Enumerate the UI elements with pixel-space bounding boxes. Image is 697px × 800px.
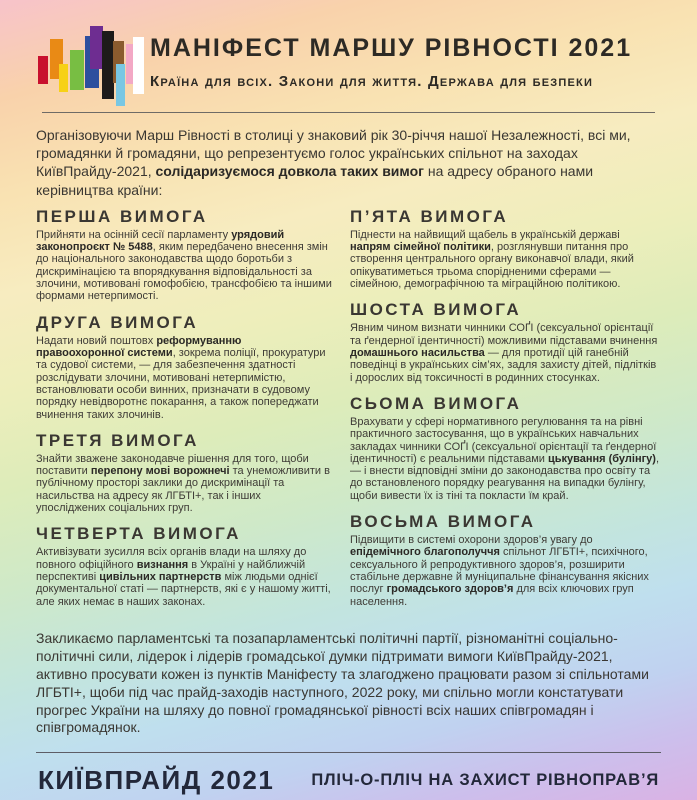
demand-heading: ВОСЬМА ВИМОГА xyxy=(350,512,536,532)
demand-section xyxy=(350,300,661,384)
demand-section xyxy=(36,431,332,515)
closing-paragraph: Закликаємо парламентські та позапарламентські політичні партії, різноманітні соціально-політичні сили, лідерок і лідерів громадської думки підтримати вимоги КиївПрайду-2021, активно просувати кожен із пунктів Маніфесту та злагоджено працювати разом зі спільнотами ЛГБТІ+, щоби під час прайд-заходів наступного, 2022 року, ми спільно могли констатувати прогрес України на шляху до повної громадянської рівності всіх наших співгромадян і співгромадянок. xyxy=(36,629,649,736)
kyivpride-wordmark: КИЇВПРАЙД 2021 xyxy=(38,765,275,796)
demand-heading: ТРЕТЯ ВИМОГА xyxy=(36,430,199,450)
demands-column-right xyxy=(350,207,661,618)
demand-body: Знайти зважене законодавче рішення для того, щоби поставити перепону мові ворожнечі та унеможливити в публічному просторі заклики до дискримінації та насильства на адресу як ЛГБТІ+, так і інших упосліджених соціальних груп. xyxy=(36,452,330,515)
demand-section xyxy=(36,524,332,608)
footer-slogan: ПЛІЧ-О-ПЛІЧ НА ЗАХИСТ РІВНОПРАВ’Я xyxy=(311,771,659,790)
poster-header xyxy=(0,0,697,112)
demand-section xyxy=(350,207,661,291)
demands-grid xyxy=(0,207,697,618)
logo-bar xyxy=(116,64,125,106)
demand-body: Піднести на найвищий щабель в українській державі напрям сімейної політики, розглянувши питання про створення центрального органу виконавчої влади, який опікуватиметься трьома спорідненими сферами — сімейною, демографічною та міграційною політикою. xyxy=(350,228,634,290)
kyivpride-logo xyxy=(36,26,144,112)
demand-body: Надати новий поштовх реформуванню правоохоронної системи, зокрема поліції, прокуратури та судової системи, — для забезпечення здатності розслідувати злочини, мотивовані нетерпимістю, встановлювати особи винних, призначати в судовому порядку невідворотнє покарання, а також попереджати вчинення таких злочинів. xyxy=(36,334,326,421)
demand-body: Прийняти на осінній сесії парламенту урядовий законопроєкт № 5488, яким передбачено внесення змін до національного законодавства щодо боротьби з дискримінацією та впорядкування відповідальності за злочини, мотивовані гомофобією, трансфобією та іншими формами нетерпимості. xyxy=(36,228,332,303)
demand-section xyxy=(350,394,661,502)
poster-subtitle: Країна для всіх. Закони для життя. Держава для безпеки xyxy=(150,73,594,90)
poster-title: МАНІФЕСТ МАРШУ РІВНОСТІ 2021 xyxy=(150,34,633,62)
demand-heading: ЧЕТВЕРТА ВИМОГА xyxy=(36,524,241,544)
demand-heading: ШОСТА ВИМОГА xyxy=(350,300,522,320)
demand-body: Активізувати зусилля всіх органів влади на шляху до повного офіційного визнання в Україні у найближчій перспективі цивільних партнерств між людьми однієї документальної статі — партнерств, які є у нашому житті, але яких немає в наших законах. xyxy=(36,546,331,608)
demand-section xyxy=(350,512,661,608)
logo-bar xyxy=(59,64,68,92)
intro-paragraph: Організовуючи Марш Рівності в столиці у знаковий рік 30-річчя нашої Незалежності, всі ми, громадянки й громадяни, що репрезентуємо голос українських спільнот на заходах КиївПрайду-2021, солідаризуємося довкола таких вимог на адресу обраного нами керівництва країни: xyxy=(36,127,631,198)
demand-body: Врахувати у сфері нормативного регулювання та на рівні практичного застосування, що в українських навчальних закладах чинники СОҐІ (сексуальної орієнтації та ґендерної ідентичності) є реальними підставами цькування (булінгу), — і внести відповідні зміни до законодавства про освіту та до встановленого порядку реагування на випадки булінгу, щоби вивести їх із тіні та покласти їм край. xyxy=(350,415,660,502)
header-text xyxy=(150,34,632,90)
logo-bar xyxy=(133,37,144,94)
demand-body: Підвищити в системі охорони здоров’я увагу до епідемічного благополуччя спільнот ЛГБТІ+, психічного, сексуального й репродуктивного здоров’я, розширити стабільне державне й муніципальне фінансування якісних послуг громадського здоров’я для всіх ключових груп населення. xyxy=(350,534,649,608)
poster-footer xyxy=(0,753,697,796)
demand-section xyxy=(36,207,332,303)
demand-heading: ПЕРША ВИМОГА xyxy=(36,206,208,226)
demand-heading: ДРУГА ВИМОГА xyxy=(36,312,199,332)
demand-body: Явним чином визнати чинники СОҐІ (сексуальної орієнтації та ґендерної ідентичності) можливими підставами вчинення домашнього насильства — для протидії цій ганебній поведінці в українських сім’ях, задля захисту дітей, підлітків і дорослих від токсичності в родинних стосунках. xyxy=(350,322,658,384)
header-divider xyxy=(42,112,655,113)
demand-heading: П’ЯТА ВИМОГА xyxy=(350,206,509,226)
demands-column-left xyxy=(36,207,332,618)
logo-bar xyxy=(38,56,48,84)
demand-section xyxy=(36,313,332,421)
logo-bar xyxy=(70,50,84,90)
demand-heading: СЬОМА ВИМОГА xyxy=(350,393,522,413)
